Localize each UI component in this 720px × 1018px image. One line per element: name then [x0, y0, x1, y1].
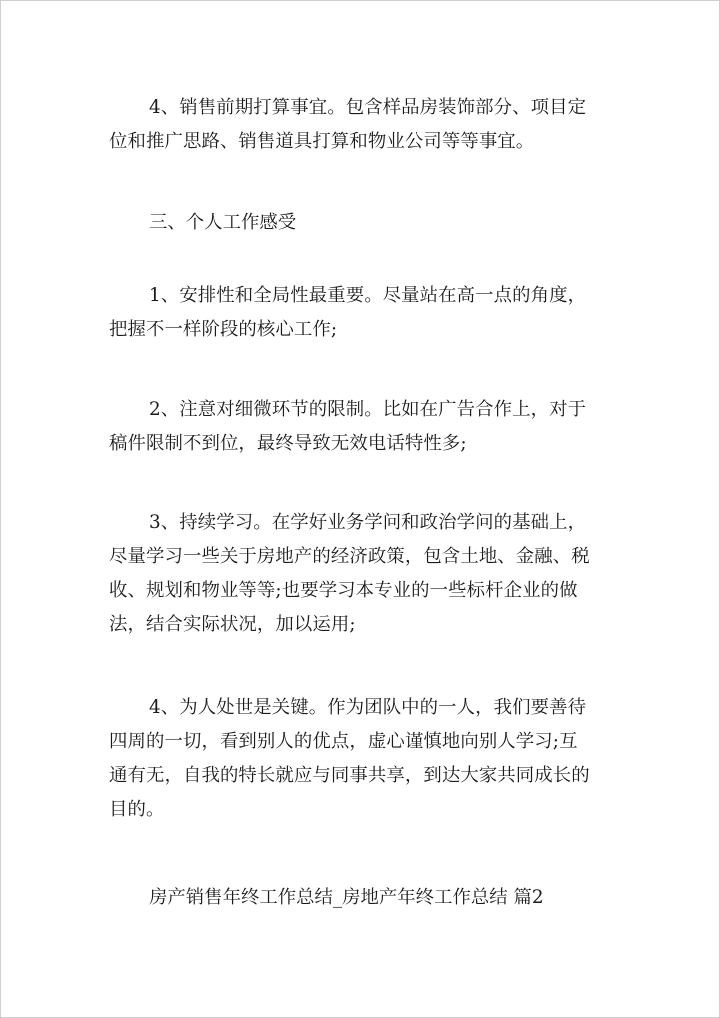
next-article-title: 房产销售年终工作总结_房地产年终工作总结 篇2: [149, 887, 544, 908]
paragraph-line: 尽量学习一些关于房地产的经济政策，包含土地、金融、税: [109, 546, 590, 567]
paragraph-feeling-3: [109, 506, 615, 642]
paragraph-line: 四周的一切，看到别人的优点，虚心谨慎地向别人学习;互: [109, 731, 578, 752]
paragraph-line: 1、安排性和全局性最重要。尽量站在高一点的角度，: [149, 285, 587, 306]
paragraph-line: 把握不一样阶段的核心工作;: [109, 319, 338, 340]
paragraph-feeling-1: [109, 279, 615, 347]
section-heading: 三、个人工作感受: [149, 212, 297, 233]
paragraph-line: 法，结合实际状况，加以运用;: [109, 614, 356, 635]
paragraph-line: 位和推广思路、销售道具打算和物业公司等等事宜。: [109, 131, 535, 152]
paragraph-line: 2、注意对细微环节的限制。比如在广告合作上，对于: [149, 399, 587, 420]
paragraph-feeling-2: [109, 393, 615, 461]
paragraph-line: 通有无，自我的特长就应与同事共享，到达大家共同成长的: [109, 765, 590, 786]
paragraph-line: 3、持续学习。在学好业务学问和政治学问的基础上，: [149, 512, 587, 533]
paragraph-feeling-4: [109, 691, 615, 827]
paragraph-line: 4、销售前期打算事宜。包含样品房装饰部分、项目定: [149, 97, 587, 118]
paragraph-line: 4、为人处世是关键。作为团队中的一人，我们要善待: [149, 697, 587, 718]
paragraph-item4-planning: [109, 91, 615, 159]
paragraph-line: 目的。: [109, 799, 165, 820]
paragraph-line: 收、规划和物业等等;也要学习本专业的一些标杆企业的做: [109, 580, 578, 601]
paragraph-line: 稿件限制不到位，最终导致无效电话特性多;: [109, 433, 467, 454]
